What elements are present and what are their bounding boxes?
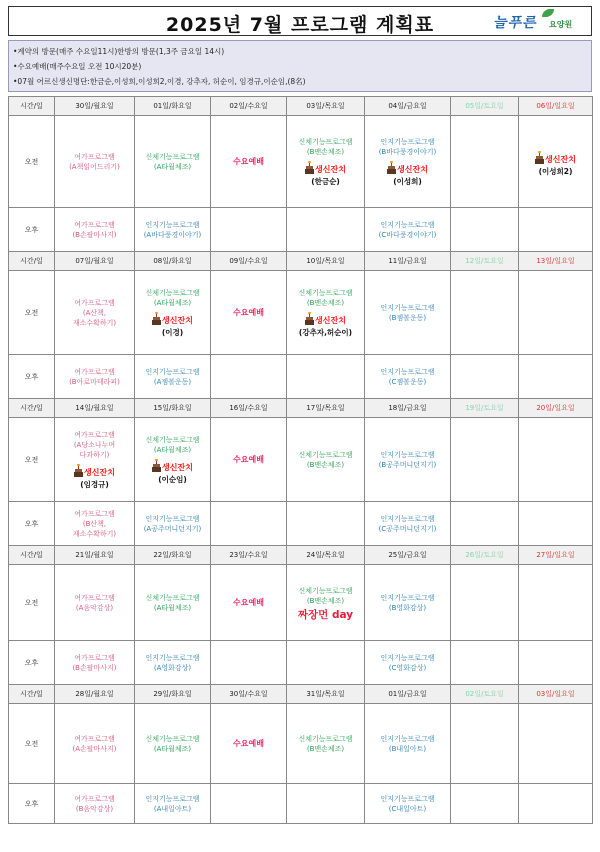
morning-row (9, 271, 593, 355)
schedule-cell (55, 704, 135, 784)
afternoon-label: 오후 (9, 208, 55, 252)
program-line: (B맨손체조) (306, 460, 345, 469)
program-line: (B음악감상) (75, 804, 114, 813)
notice-line: •수요예배(매주수요일 오전 10시20분) (13, 62, 142, 71)
birthday-names: (이경) (161, 327, 184, 337)
program-line: 여가프로그램 (74, 220, 115, 229)
schedule-cell (451, 502, 519, 546)
program-line: (A젬볼운동) (153, 377, 192, 386)
morning-row (9, 116, 593, 208)
schedule-cell (451, 565, 519, 641)
schedule-cell (211, 355, 287, 399)
leaf-icon (542, 9, 554, 17)
schedule-cell (519, 641, 593, 685)
birthday-label: 생신잔치 (315, 164, 346, 174)
program-line: (A음악감상) (75, 603, 114, 612)
wednesday-worship: 수요예배 (233, 156, 264, 166)
birthday-party (305, 313, 346, 326)
schedule-cell (365, 418, 451, 502)
program-line: (B맨손체조) (306, 596, 345, 605)
schedule-cell (135, 355, 211, 399)
schedule-cell (365, 271, 451, 355)
birthday-names: (한금순) (311, 176, 340, 186)
schedule-cell (365, 355, 451, 399)
cake-icon (305, 162, 314, 174)
day-header: 13일/일요일 (519, 252, 593, 271)
cake-icon (305, 313, 314, 325)
schedule-cell (451, 116, 519, 208)
day-header: 03일/일요일 (519, 685, 593, 704)
day-header: 17일/목요일 (287, 399, 365, 418)
time-day-label: 시간/일 (9, 685, 55, 704)
birthday-names: (강추자,허순이) (298, 327, 353, 337)
program-line: (B바다풍경이야기) (378, 147, 437, 156)
schedule-cell (55, 418, 135, 502)
day-header: 06일/일요일 (519, 97, 593, 116)
schedule-cell (365, 784, 451, 824)
day-header: 07일/월요일 (55, 252, 135, 271)
schedule-cell (287, 271, 365, 355)
day-header: 19일/토요일 (451, 399, 519, 418)
schedule-cell (287, 704, 365, 784)
wednesday-worship: 수요예배 (233, 307, 264, 317)
schedule-cell (451, 704, 519, 784)
program-line: (A손팔마사지) (72, 744, 117, 753)
schedule-cell (519, 271, 593, 355)
program-line: 신체기능프로그램 (145, 152, 200, 161)
program-line: 인지기능프로그램 (380, 653, 435, 662)
day-header: 11일/금요일 (365, 252, 451, 271)
birthday-label: 생신잔치 (397, 164, 428, 174)
schedule-cell (211, 784, 287, 824)
schedule-cell (211, 271, 287, 355)
day-header: 30일/월요일 (55, 97, 135, 116)
page-title: 2025년 7월 프로그램 계획표 (165, 14, 435, 36)
program-line: 신체기능프로그램 (145, 734, 200, 743)
program-line: (B맨손체조) (306, 298, 345, 307)
day-header: 27일/일요일 (519, 546, 593, 565)
schedule-cell (451, 271, 519, 355)
program-line: 인지기능프로그램 (380, 220, 435, 229)
schedule-cell (55, 208, 135, 252)
morning-label: 오전 (9, 565, 55, 641)
program-line: (B산책, (82, 519, 107, 528)
afternoon-row (9, 641, 593, 685)
schedule-cell (135, 641, 211, 685)
program-line: (A바다풍경이야기) (143, 230, 202, 239)
day-header: 21일/월요일 (55, 546, 135, 565)
program-line: 신체기능프로그램 (145, 435, 200, 444)
program-line: 인지기능프로그램 (380, 593, 435, 602)
birthday-party (152, 460, 193, 473)
morning-label: 오전 (9, 271, 55, 355)
program-line: (A공주머니던지기) (143, 524, 202, 533)
schedule-cell (451, 355, 519, 399)
schedule-cell (365, 208, 451, 252)
logo-main-text: 늘푸른 (493, 15, 537, 31)
day-header: 02일/수요일 (211, 97, 287, 116)
program-line: 여가프로그램 (74, 593, 115, 602)
schedule-cell (55, 565, 135, 641)
schedule-cell (519, 418, 593, 502)
schedule-cell (287, 565, 365, 641)
schedule-cell (365, 502, 451, 546)
week-header-row (9, 399, 593, 418)
program-line: 신체기능프로그램 (298, 137, 353, 146)
notice-box (8, 40, 592, 92)
day-header: 01일/금요일 (365, 685, 451, 704)
program-line: (A타월체조) (153, 603, 192, 612)
program-line: 신체기능프로그램 (298, 734, 353, 743)
cake-icon (535, 152, 544, 164)
program-calendar (8, 96, 593, 824)
program-line: 여가프로그램 (74, 794, 115, 803)
program-line: (C공주머니던지기) (378, 524, 437, 533)
schedule-cell (55, 641, 135, 685)
program-line: (A타월체조) (153, 744, 192, 753)
program-line: 인지기능프로그램 (145, 367, 200, 376)
schedule-cell (365, 565, 451, 641)
day-header: 26일/토요일 (451, 546, 519, 565)
schedule-cell (135, 502, 211, 546)
schedule-cell (211, 641, 287, 685)
day-header: 28일/월요일 (55, 685, 135, 704)
day-header: 29일/화요일 (135, 685, 211, 704)
logo-sub-text: 요양원 (549, 20, 573, 29)
schedule-cell (451, 208, 519, 252)
afternoon-label: 오후 (9, 641, 55, 685)
afternoon-label: 오후 (9, 784, 55, 824)
time-day-label: 시간/일 (9, 399, 55, 418)
program-line: 신체기능프로그램 (145, 593, 200, 602)
schedule-cell (519, 704, 593, 784)
program-line: (C내일아트) (388, 804, 427, 813)
schedule-cell (287, 116, 365, 208)
program-line: (A타월체조) (153, 298, 192, 307)
program-line: (B영화감상) (388, 603, 427, 612)
afternoon-row (9, 784, 593, 824)
title-bar (8, 6, 592, 36)
schedule-cell (135, 116, 211, 208)
schedule-cell (519, 784, 593, 824)
schedule-cell (211, 704, 287, 784)
morning-label: 오전 (9, 704, 55, 784)
jjajang-day: 짜장먼 day (297, 608, 354, 621)
cake-icon (152, 460, 161, 472)
birthday-party (152, 313, 193, 326)
program-line: 인지기능프로그램 (380, 137, 435, 146)
program-line: (B맨손체조) (306, 744, 345, 753)
notice-line: •07월 어르신생신명단:한금순,이성희,이성희2,이경, 강추자, 허순이, 임경규,이순임,(8名) (13, 77, 306, 86)
morning-label: 오전 (9, 116, 55, 208)
schedule-cell (287, 641, 365, 685)
birthday-party (74, 465, 115, 478)
program-line: 신체기능프로그램 (298, 450, 353, 459)
schedule-cell (519, 208, 593, 252)
program-line: (A산책, (82, 308, 107, 317)
afternoon-label: 오후 (9, 502, 55, 546)
afternoon-row (9, 355, 593, 399)
program-line: 인지기능프로그램 (145, 794, 200, 803)
program-line: (B손팔마사지) (72, 230, 117, 239)
program-line: 여가프로그램 (74, 152, 115, 161)
schedule-cell (451, 784, 519, 824)
program-line: 다과하기) (79, 450, 110, 459)
time-day-label: 시간/일 (9, 252, 55, 271)
program-line: (B젬볼운동) (388, 313, 427, 322)
program-line: (B내일아트) (388, 744, 427, 753)
program-line: (B공주머니던지기) (378, 460, 437, 469)
birthday-names: (이성희2) (538, 166, 573, 176)
program-line: 여가프로그램 (74, 298, 115, 307)
time-day-label: 시간/일 (9, 97, 55, 116)
day-header: 31일/목요일 (287, 685, 365, 704)
birthday-names: (임경규) (80, 479, 109, 489)
schedule-cell (519, 355, 593, 399)
day-header: 23일/수요일 (211, 546, 287, 565)
schedule-cell (519, 502, 593, 546)
schedule-cell (211, 418, 287, 502)
program-line: 여가프로그램 (74, 430, 115, 439)
schedule-cell (135, 208, 211, 252)
birthday-party (535, 152, 576, 165)
morning-row (9, 418, 593, 502)
schedule-cell (135, 704, 211, 784)
schedule-cell (287, 502, 365, 546)
schedule-cell (55, 116, 135, 208)
afternoon-row (9, 208, 593, 252)
program-line: (A영화감상) (153, 663, 192, 672)
birthday-party (305, 162, 346, 175)
day-header: 04일/금요일 (365, 97, 451, 116)
program-line: (C영화감상) (388, 663, 427, 672)
birthday-names: (이성희) (393, 176, 422, 186)
day-header: 14일/월요일 (55, 399, 135, 418)
day-header: 16일/수요일 (211, 399, 287, 418)
cake-icon (74, 465, 83, 477)
cake-icon (152, 313, 161, 325)
program-line: 여가프로그램 (74, 509, 115, 518)
schedule-cell (519, 116, 593, 208)
wednesday-worship: 수요예배 (233, 738, 264, 748)
week-header-row (9, 97, 593, 116)
schedule-cell (135, 784, 211, 824)
schedule-cell (287, 355, 365, 399)
schedule-cell (211, 208, 287, 252)
wednesday-worship: 수요예배 (233, 454, 264, 464)
program-line: 인지기능프로그램 (380, 734, 435, 743)
afternoon-label: 오후 (9, 355, 55, 399)
afternoon-row (9, 502, 593, 546)
cake-icon (387, 162, 396, 174)
schedule-cell (365, 704, 451, 784)
schedule-cell (287, 208, 365, 252)
program-line: 여가프로그램 (74, 367, 115, 376)
birthday-label: 생신잔치 (315, 315, 346, 325)
day-header: 25일/금요일 (365, 546, 451, 565)
day-header: 18일/금요일 (365, 399, 451, 418)
day-header: 05일/토요일 (451, 97, 519, 116)
program-line: (B맨손체조) (306, 147, 345, 156)
wednesday-worship: 수요예배 (233, 597, 264, 607)
time-day-label: 시간/일 (9, 546, 55, 565)
day-header: 03일/목요일 (287, 97, 365, 116)
day-header: 15일/화요일 (135, 399, 211, 418)
schedule-cell (451, 641, 519, 685)
schedule-cell (287, 418, 365, 502)
day-header: 01일/화요일 (135, 97, 211, 116)
program-line: 여가프로그램 (74, 653, 115, 662)
program-line: 신체기능프로그램 (145, 288, 200, 297)
day-header: 12일/토요일 (451, 252, 519, 271)
program-line: (B아로마테라피) (69, 377, 120, 386)
program-line: (C젬볼운동) (388, 377, 427, 386)
morning-label: 오전 (9, 418, 55, 502)
program-line: 인지기능프로그램 (380, 514, 435, 523)
program-line: (A내일아트) (153, 804, 192, 813)
schedule-cell (211, 116, 287, 208)
birthday-label: 생신잔치 (84, 467, 115, 477)
schedule-cell (55, 355, 135, 399)
day-header: 24일/목요일 (287, 546, 365, 565)
schedule-cell (365, 641, 451, 685)
week-header-row (9, 546, 593, 565)
program-line: (A책읽어드리기) (69, 162, 120, 171)
schedule-cell (211, 502, 287, 546)
day-header: 02일/토요일 (451, 685, 519, 704)
program-line: 인지기능프로그램 (380, 794, 435, 803)
schedule-cell (55, 784, 135, 824)
program-line: 재소수확하기) (72, 529, 117, 538)
birthday-label: 생신잔치 (545, 154, 576, 164)
schedule-cell (135, 565, 211, 641)
program-line: 인지기능프로그램 (380, 303, 435, 312)
schedule-cell (451, 418, 519, 502)
program-line: (B손팔마사지) (72, 663, 117, 672)
program-line: (C바다풍경이야기) (378, 230, 437, 239)
program-line: 신체기능프로그램 (298, 288, 353, 297)
birthday-names: (이순임) (158, 474, 187, 484)
week-header-row (9, 252, 593, 271)
day-header: 10일/목요일 (287, 252, 365, 271)
notice-line: •계약의 방문(매주 수요일11시)한방의 방문(1,3주 금요일 14시) (13, 47, 225, 56)
program-line: (A당소나누며 (73, 440, 116, 449)
facility-logo (487, 9, 591, 35)
day-header: 30일/수요일 (211, 685, 287, 704)
program-line: (A타월체조) (153, 445, 192, 454)
program-line: 인지기능프로그램 (380, 450, 435, 459)
day-header: 20일/일요일 (519, 399, 593, 418)
program-line: 인지기능프로그램 (380, 367, 435, 376)
birthday-label: 생신잔치 (162, 462, 193, 472)
schedule-cell (55, 502, 135, 546)
schedule-cell (519, 565, 593, 641)
schedule-cell (211, 565, 287, 641)
day-header: 09일/수요일 (211, 252, 287, 271)
birthday-party (387, 162, 428, 175)
program-line: 여가프로그램 (74, 734, 115, 743)
morning-row (9, 565, 593, 641)
schedule-cell (135, 418, 211, 502)
program-line: (A타월체조) (153, 162, 192, 171)
schedule-cell (287, 784, 365, 824)
program-line: 신체기능프로그램 (298, 586, 353, 595)
program-line: 인지기능프로그램 (145, 220, 200, 229)
schedule-cell (365, 116, 451, 208)
schedule-cell (135, 271, 211, 355)
morning-row (9, 704, 593, 784)
birthday-label: 생신잔치 (162, 315, 193, 325)
week-header-row (9, 685, 593, 704)
day-header: 08일/화요일 (135, 252, 211, 271)
program-line: 재소수확하기) (72, 318, 117, 327)
schedule-cell (55, 271, 135, 355)
program-line: 인지기능프로그램 (145, 653, 200, 662)
program-line: 인지기능프로그램 (145, 514, 200, 523)
day-header: 22일/화요일 (135, 546, 211, 565)
